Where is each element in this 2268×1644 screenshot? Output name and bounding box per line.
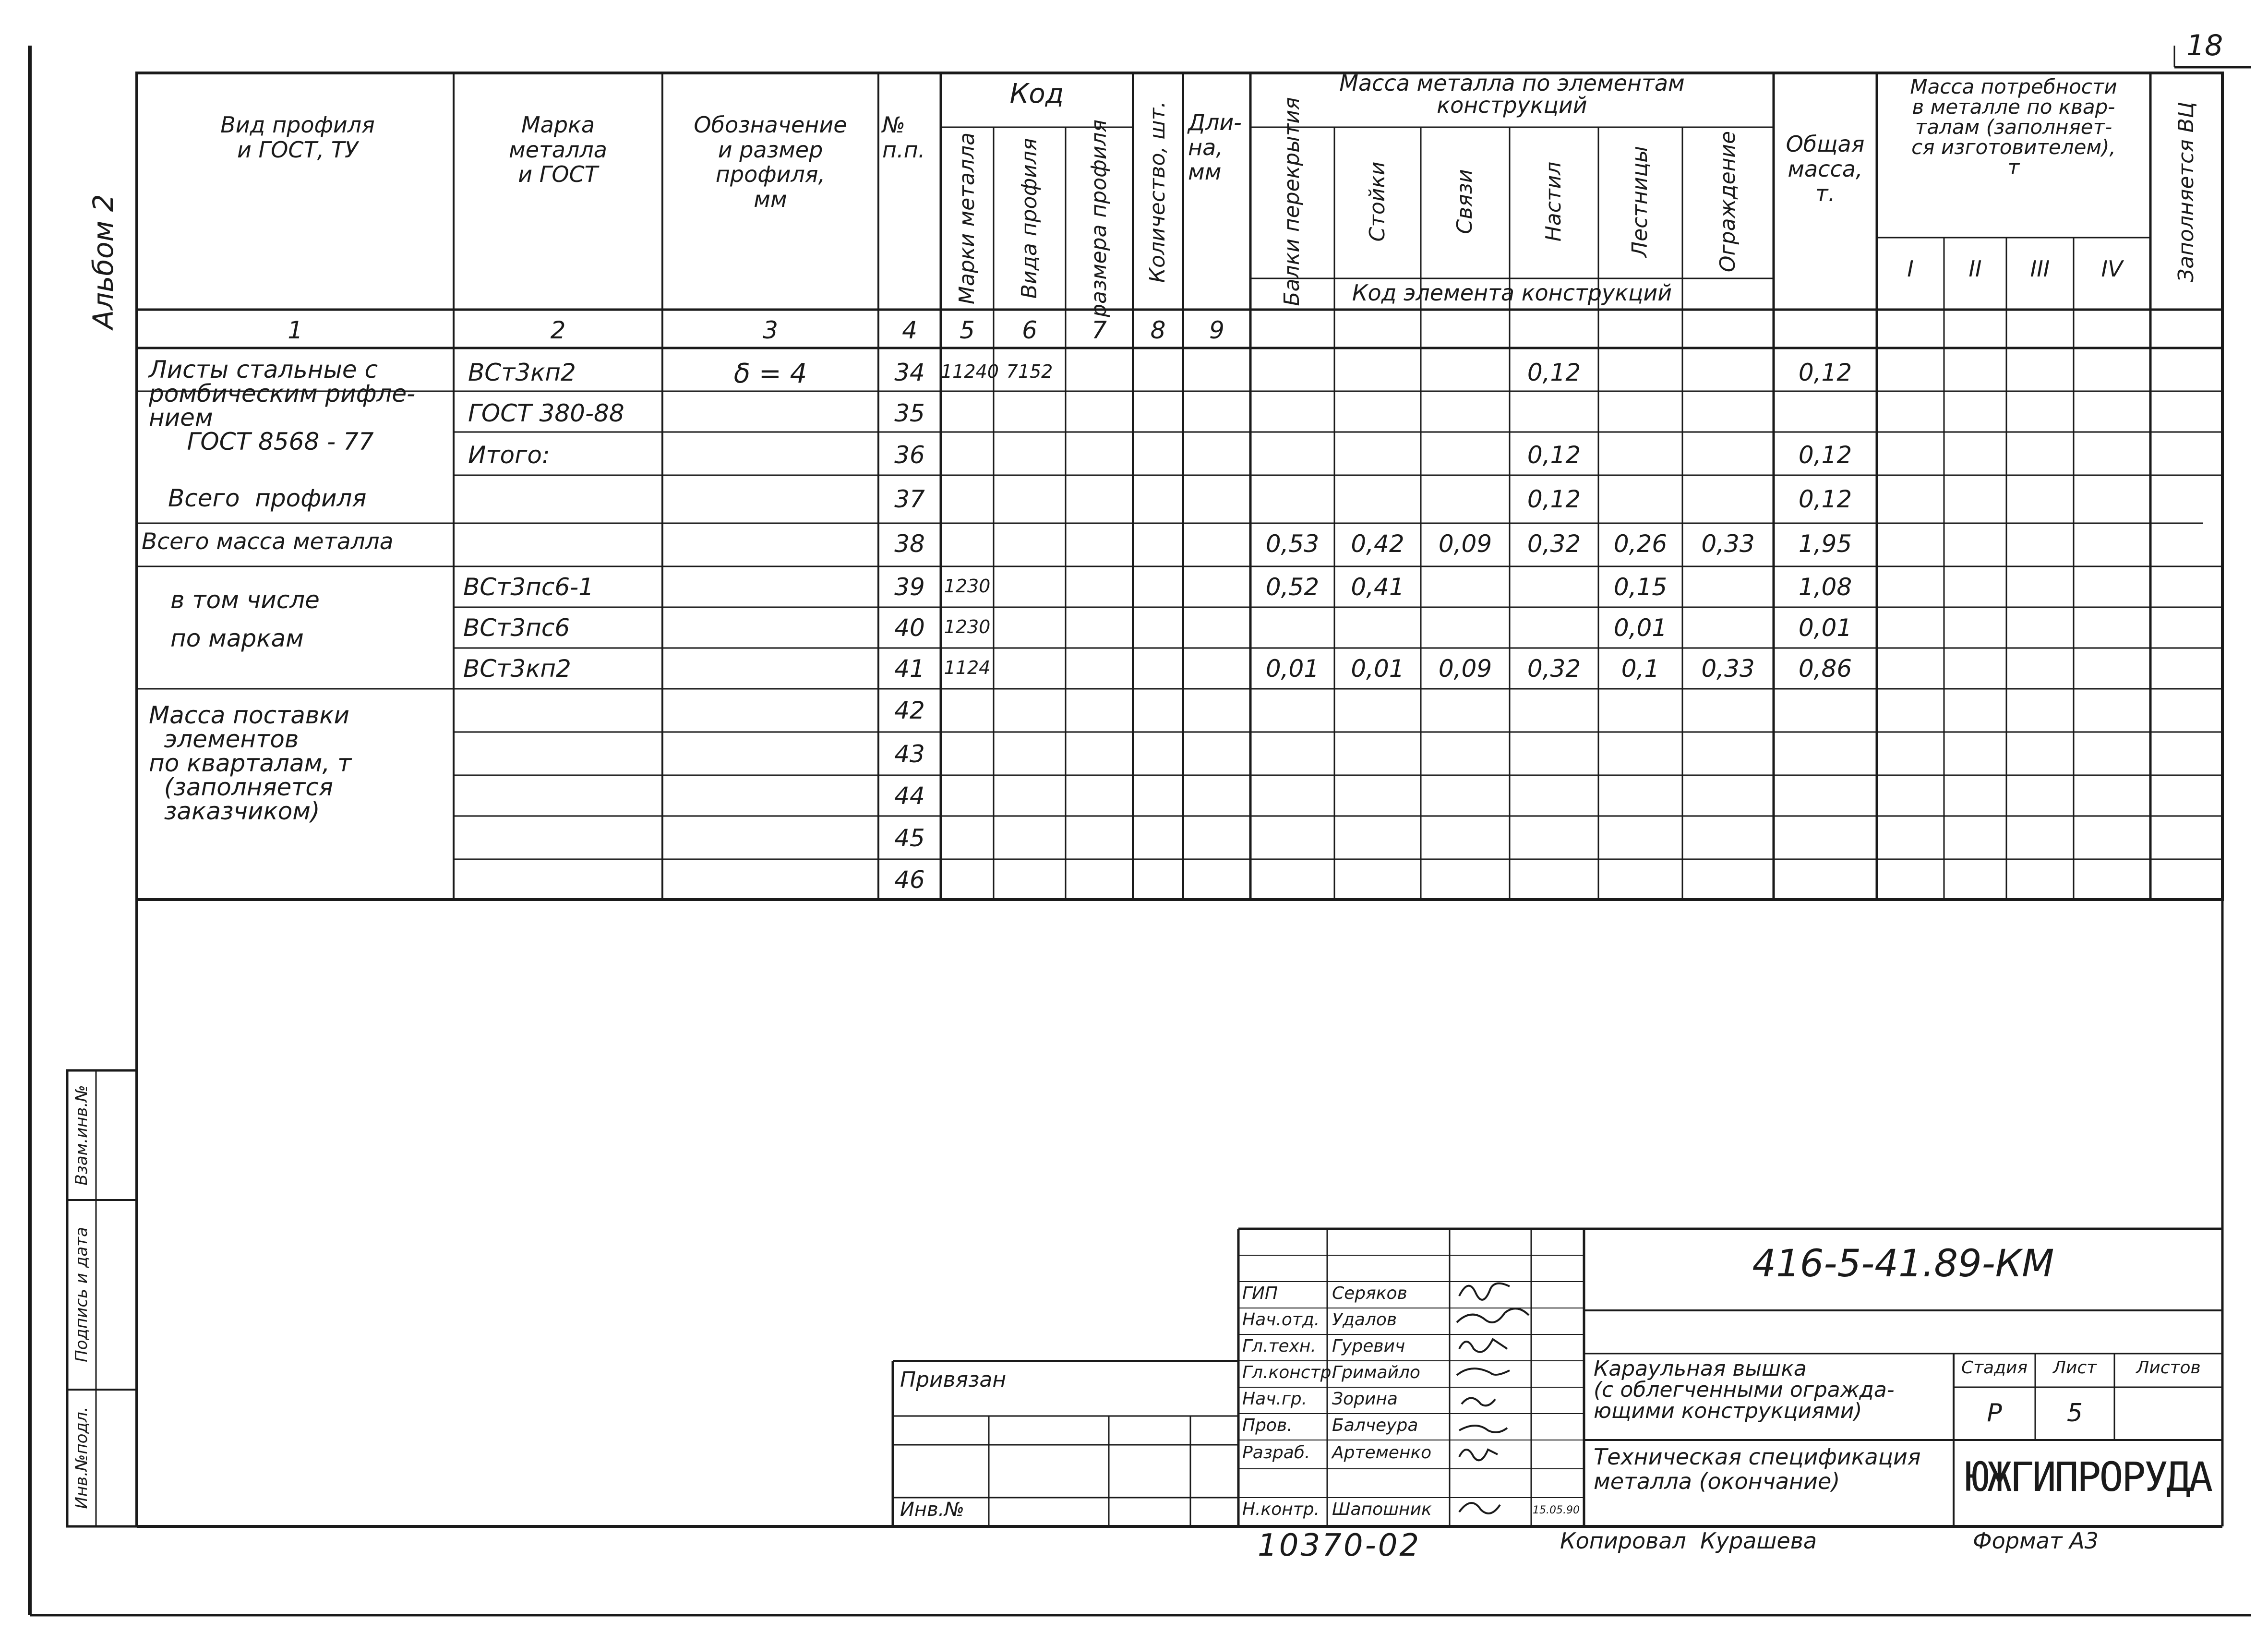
table-cell-number: 40	[894, 614, 925, 642]
table-cell-railing: 0,33	[1701, 655, 1755, 683]
stamp-role: Гл.техн.	[1242, 1336, 1316, 1356]
col-number: 3	[763, 316, 778, 344]
table-cell-total: 0,86	[1798, 655, 1852, 683]
organization-name: ЮЖГИПРОРУДА	[1965, 1453, 2211, 1500]
stamp-name: Артеменко	[1332, 1443, 1432, 1463]
col-number: 6	[1022, 316, 1037, 344]
header-element-code: Код элемента конструкций	[1352, 280, 1672, 306]
stamp-role: Разраб.	[1242, 1443, 1310, 1463]
header-q1: I	[1907, 256, 1914, 282]
table-cell-total: 0,12	[1798, 485, 1852, 513]
table-cell-number: 43	[894, 740, 925, 768]
table-cell-number: 45	[894, 824, 925, 852]
delivery-mass-label: Масса поставки элементов по кварталам, т (заполняется заказчиком)	[149, 701, 352, 825]
stamp-date: 15.05.90	[1533, 1504, 1580, 1516]
col-number: 9	[1209, 316, 1224, 344]
header-length: Дли- на, мм	[1188, 109, 1242, 185]
table-cell-number: 41	[894, 655, 925, 683]
table-cell-stairs: 0,26	[1613, 530, 1668, 558]
header-q2: II	[1968, 256, 1982, 282]
table-cell-grade: Итого:	[468, 441, 550, 469]
sheet-title: Техническая спецификация металла (окончание)	[1594, 1444, 1921, 1494]
stamp-role: ГИП	[1242, 1284, 1278, 1303]
stamp-role: Н.контр.	[1242, 1500, 1320, 1519]
table-cell-total: 0,01	[1798, 614, 1852, 642]
drawing-title: Караульная вышка (с облегченными огражда- ющими конструкциями)	[1594, 1356, 1895, 1423]
table-cell-decking: 0,32	[1527, 530, 1581, 558]
table-cell-total: 0,12	[1798, 441, 1852, 469]
album-label: Альбом 2	[87, 194, 120, 329]
table-cell-bracing: 0,09	[1438, 530, 1492, 558]
header-row-number: № п.п.	[882, 112, 925, 163]
header-code-profile-size: размера профиля	[1087, 120, 1111, 317]
by-grades-label: в том числе по маркам	[170, 586, 320, 652]
table-cell-decking: 0,12	[1527, 359, 1581, 386]
table-cell-total: 1,95	[1798, 530, 1852, 558]
stamp-role: Нач.гр.	[1242, 1389, 1308, 1409]
table-cell-designation: δ = 4	[733, 358, 807, 389]
table-cell-grade: ВСт3пс6	[463, 614, 570, 642]
table-cell-code-metal: 1230	[944, 616, 991, 637]
header-railing: Ограждение	[1716, 131, 1740, 273]
table-cell-stairs: 0,15	[1613, 573, 1668, 601]
stamp-role: Нач.отд.	[1242, 1310, 1320, 1330]
col-number: 1	[288, 316, 303, 344]
table-cell-stairs: 0,01	[1613, 614, 1668, 642]
stamp-stage-label: Стадия	[1961, 1358, 2028, 1378]
col-number: 7	[1092, 316, 1107, 344]
table-cell-number: 46	[894, 866, 925, 894]
table-cell-number: 35	[894, 399, 925, 427]
col-number: 5	[960, 316, 975, 344]
header-filled-by-cc: Заполняется ВЦ	[2174, 102, 2198, 282]
table-cell-grade: ВСт3пс6-1	[463, 573, 594, 601]
col-number: 4	[902, 316, 917, 344]
table-cell-number: 38	[894, 530, 925, 558]
table-cell-posts: 0,42	[1351, 530, 1404, 558]
header-quantity: Количество, шт.	[1145, 101, 1170, 283]
table-cell-number: 36	[894, 441, 925, 469]
table-cell-code-metal: 1124	[944, 657, 991, 678]
stamp-name: Балчеура	[1332, 1416, 1418, 1435]
side-stamp-original-inv: Инв.№подл.	[72, 1406, 91, 1509]
table-cell-railing: 0,33	[1701, 530, 1755, 558]
sheet-format: Формат А3	[1973, 1528, 2099, 1554]
header-q3: III	[2030, 256, 2050, 282]
table-cell-posts: 0,41	[1351, 573, 1404, 601]
table-cell-grade: ГОСТ 380-88	[468, 399, 624, 427]
col-number: 8	[1150, 316, 1166, 344]
table-cell-grade: ВСт3кп2	[468, 359, 576, 386]
header-bracing: Связи	[1452, 169, 1477, 234]
copied-by: Копировал Курашева	[1560, 1528, 1817, 1554]
header-code-metal: Марки металла	[955, 132, 979, 305]
table-cell-posts: 0,01	[1351, 655, 1404, 683]
header-stairs: Лестницы	[1628, 145, 1652, 258]
stamp-inv-number: Инв.№	[900, 1499, 964, 1521]
page-number: 18	[2186, 29, 2223, 62]
stamp-stage: Р	[1987, 1399, 2002, 1428]
total-profile-label: Всего профиля	[168, 484, 367, 512]
stamp-name: Гуревич	[1332, 1336, 1405, 1356]
table-cell-beams: 0,01	[1265, 655, 1320, 683]
side-stamp-signature-date: Подпись и дата	[72, 1227, 91, 1362]
stamp-sheet-label: Лист	[2052, 1358, 2097, 1378]
col-number: 2	[550, 316, 566, 344]
header-beams: Балки перекрытия	[1280, 97, 1304, 306]
profile-sheets-label: Листы стальные с ромбическим рифле- нием ГОСТ 8568 - 77	[149, 356, 416, 456]
header-quarterly-demand: Масса потребности в металле по квар- талам (заполняет- ся изготовителем), т	[1910, 75, 2117, 179]
table-cell-number: 42	[894, 696, 925, 724]
header-posts: Стойки	[1365, 161, 1390, 242]
stamp-role: Пров.	[1242, 1416, 1293, 1435]
stamp-name: Зорина	[1332, 1389, 1398, 1409]
table-cell-beams: 0,53	[1265, 530, 1320, 558]
stamp-name: Удалов	[1332, 1310, 1397, 1330]
table-cell-code-profile: 7152	[1006, 361, 1053, 382]
header-q4: IV	[2101, 256, 2123, 282]
table-cell-number: 39	[894, 573, 925, 601]
table-cell-grade: ВСт3кп2	[463, 655, 571, 683]
table-cell-total: 0,12	[1798, 359, 1852, 386]
document-number: 416-5-41.89-КМ	[1752, 1242, 2054, 1285]
table-cell-decking: 0,12	[1527, 485, 1581, 513]
table-cell-decking: 0,12	[1527, 441, 1581, 469]
stamp-sheets-label: Листов	[2136, 1358, 2201, 1378]
stamp-role: Гл.констр.	[1242, 1363, 1337, 1382]
header-code-profile-type: Вида профиля	[1017, 138, 1042, 299]
total-metal-mass-label: Всего масса металла	[142, 528, 394, 555]
stamp-name: Шапошник	[1332, 1500, 1432, 1519]
header-mass-by-elements: Масса металла по элементам конструкций	[1339, 70, 1685, 118]
stamp-name: Серяков	[1332, 1284, 1407, 1303]
table-cell-beams: 0,52	[1265, 573, 1320, 601]
table-cell-total: 1,08	[1798, 573, 1852, 601]
table-cell-number: 34	[894, 359, 925, 386]
header-code: Код	[1009, 78, 1064, 109]
table-cell-stairs: 0,1	[1621, 655, 1660, 683]
table-cell-number: 37	[894, 485, 925, 513]
table-cell-code-metal: 1230	[944, 576, 991, 597]
side-stamp-replacement: Взам.инв.№	[72, 1085, 91, 1186]
header-decking: Настил	[1541, 161, 1566, 242]
header-metal-grade: Марка металла и ГОСТ	[509, 112, 607, 188]
table-cell-bracing: 0,09	[1438, 655, 1492, 683]
stamp-name: Гримайло	[1332, 1363, 1420, 1382]
table-cell-number: 44	[894, 782, 925, 810]
header-profile-designation: Обозначение и размер профиля, мм	[694, 112, 847, 212]
header-profile-type: Вид профиля и ГОСТ, ТУ	[220, 112, 375, 163]
table-cell-decking: 0,32	[1527, 655, 1581, 683]
stamp-linked: Привязан	[900, 1368, 1007, 1392]
header-total-mass: Общая масса, т.	[1786, 131, 1865, 207]
stamp-sheet: 5	[2066, 1399, 2083, 1428]
archive-number: 10370-02	[1258, 1528, 1421, 1563]
table-cell-code-metal: 11240	[941, 361, 999, 382]
